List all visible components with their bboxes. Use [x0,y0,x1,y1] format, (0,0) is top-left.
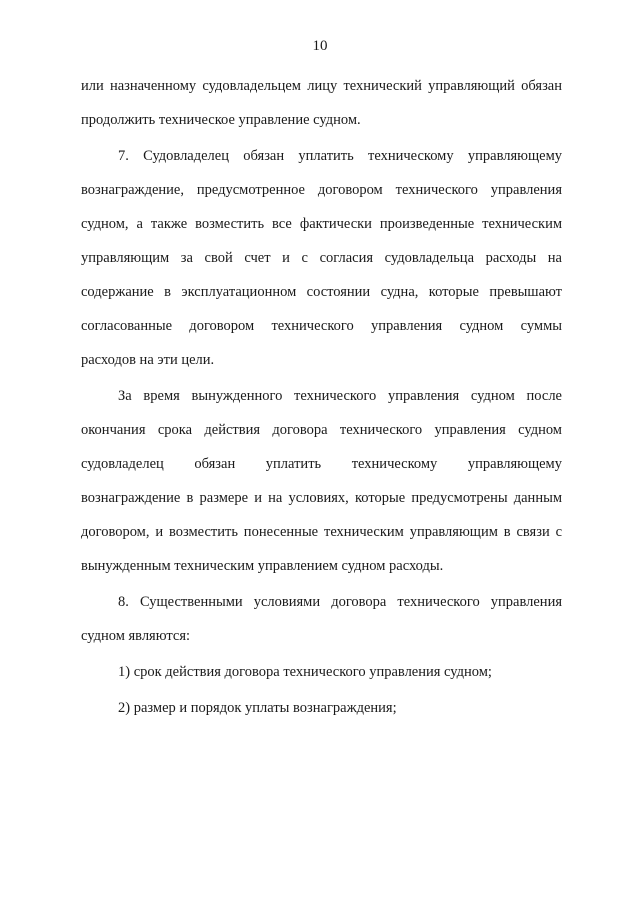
text-line: За время вынужденного технического управления судном после [118,388,562,404]
text-line: вознаграждение в размере и на условиях, которые предусмотрены данным [81,490,562,506]
text-line: содержание в эксплуатационном состоянии судна, которые превышают [81,284,562,300]
text-line: или назначенному судовладельцем лицу технический управляющий обязан [81,78,562,94]
text-line: расходов на эти цели. [81,352,215,368]
text-line: 2) размер и порядок уплаты вознаграждения; [118,700,397,716]
text-line: окончания срока действия договора технического управления судном [81,422,562,438]
text-line: 7. Судовладелец обязан уплатить техническому управляющему [118,148,562,164]
text-line: управляющим за свой счет и с согласия судовладельца расходы на [81,250,562,266]
text-line: судовладелец обязан уплатить техническому управляющему [81,456,562,472]
text-line: 1) срок действия договора технического управления судном; [118,664,492,680]
text-line: продолжить техническое управление судном. [81,112,361,128]
text-line: согласованные договором технического управления судном суммы [81,318,562,334]
text-line: судном являются: [81,628,191,644]
text-line: договором, и возместить понесенные техническим управляющим в связи с [81,524,562,540]
text-line: вынужденным техническим управлением судном расходы. [81,558,444,574]
text-line: вознаграждение, предусмотренное договором технического управления [81,182,562,198]
text-line: 8. Существенными условиями договора технического управления [118,594,562,610]
text-line: судном, а также возместить все фактически произведенные техническим [81,216,562,232]
page-number: 10 [312,38,328,54]
document-body [81,75,562,731]
